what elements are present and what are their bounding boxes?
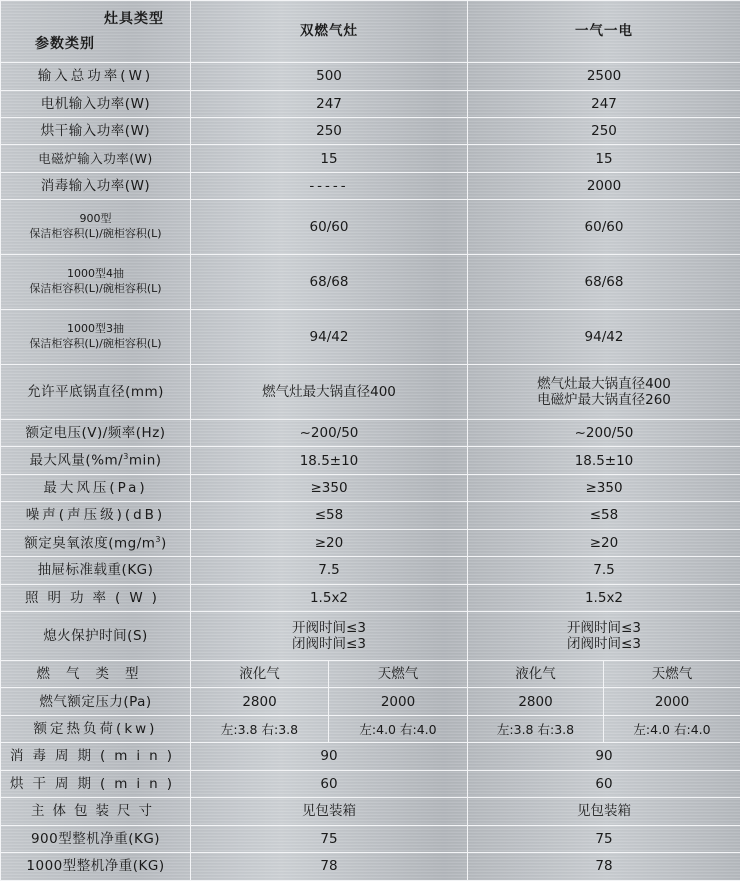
- table-row: [1, 661, 740, 688]
- row-label-text: 额定臭氧浓度(mg/m: [24, 535, 156, 552]
- table-row: [1, 63, 740, 90]
- row-value: ≥20: [468, 529, 740, 556]
- row-value: 78: [191, 853, 468, 881]
- row-value: ≤58: [468, 502, 740, 529]
- row-label: 电磁炉输入功率(W): [1, 145, 191, 172]
- row-value: 液化气: [468, 661, 604, 688]
- row-value: 75: [468, 825, 740, 852]
- row-value: 247: [468, 90, 740, 117]
- row-value-line: 闭阀时间≤3: [567, 636, 641, 653]
- row-value: 2500: [468, 63, 740, 90]
- row-value: 60: [468, 770, 740, 797]
- table-row: [1, 310, 740, 365]
- row-label-text: ): [161, 535, 167, 552]
- row-label: 抽屉标准载重(KG): [1, 557, 191, 584]
- table-row: [1, 743, 740, 770]
- row-value: 68/68: [191, 255, 468, 310]
- header-row: [1, 1, 740, 63]
- row-label: 燃气类型: [1, 661, 191, 688]
- header-stove-type: 灶具类型: [104, 11, 164, 27]
- row-value: [468, 612, 740, 661]
- row-label: 燃气额定压力(Pa): [1, 688, 191, 715]
- row-value: 左:3.8 右:3.8: [191, 715, 329, 742]
- row-value: 500: [191, 63, 468, 90]
- header-corner: [1, 1, 191, 63]
- row-value: 250: [468, 117, 740, 144]
- row-label: [1, 310, 191, 365]
- row-value: ~200/50: [468, 420, 740, 447]
- header-gas-electric: 一气一电: [468, 1, 740, 63]
- row-value: 18.5±10: [191, 447, 468, 474]
- row-label: 消毒周期(min): [1, 743, 191, 770]
- row-value: 7.5: [468, 557, 740, 584]
- row-label: [1, 200, 191, 255]
- row-value: 2000: [329, 688, 468, 715]
- row-value: 78: [468, 853, 740, 881]
- table-row: [1, 688, 740, 715]
- row-value: 250: [191, 117, 468, 144]
- row-value: 见包装箱: [191, 798, 468, 825]
- table-row: [1, 474, 740, 501]
- row-label-superscript: 3: [123, 452, 129, 462]
- header-dual-gas: 双燃气灶: [191, 1, 468, 63]
- row-value: 液化气: [191, 661, 329, 688]
- table-row: [1, 715, 740, 742]
- row-label-line: 保洁柜容积(L)/碗柜容积(L): [29, 337, 162, 351]
- row-label: 额定热负荷(kw): [1, 715, 191, 742]
- row-label: [1, 447, 191, 474]
- row-value: 60/60: [468, 200, 740, 255]
- row-label: 烘干周期(min): [1, 770, 191, 797]
- row-value-line: 开阀时间≤3: [292, 619, 366, 636]
- row-value: ≥350: [468, 474, 740, 501]
- row-value: 左:3.8 右:3.8: [468, 715, 604, 742]
- row-value: 天燃气: [604, 661, 740, 688]
- row-value: [468, 365, 740, 420]
- row-value: 60/60: [191, 200, 468, 255]
- row-value: 15: [191, 145, 468, 172]
- row-value: ≤58: [191, 502, 468, 529]
- row-value: 天燃气: [329, 661, 468, 688]
- table-row: [1, 145, 740, 172]
- row-label: 熄火保护时间(S): [1, 612, 191, 661]
- table-row: [1, 825, 740, 852]
- row-value: 75: [191, 825, 468, 852]
- row-label-line: 1000型4抽: [67, 267, 124, 281]
- row-value: 1.5x2: [468, 584, 740, 611]
- row-label: 允许平底锅直径(mm): [1, 365, 191, 420]
- row-value: 68/68: [468, 255, 740, 310]
- row-label: 主体包装尺寸: [1, 798, 191, 825]
- row-label-text: 最大风量(%m/: [29, 452, 124, 469]
- table-row: [1, 200, 740, 255]
- row-value: 1.5x2: [191, 584, 468, 611]
- row-value: 2000: [468, 172, 740, 199]
- table-row: [1, 612, 740, 661]
- table-row: [1, 502, 740, 529]
- row-label: [1, 529, 191, 556]
- row-label: 照明功率(W): [1, 584, 191, 611]
- row-value: 94/42: [191, 310, 468, 365]
- table-row: [1, 90, 740, 117]
- table-row: [1, 584, 740, 611]
- row-value: 18.5±10: [468, 447, 740, 474]
- row-value: ≥20: [191, 529, 468, 556]
- row-label-line: 保洁柜容积(L)/碗柜容积(L): [29, 282, 162, 296]
- row-label: 消毒输入功率(W): [1, 172, 191, 199]
- row-value-line: 闭阀时间≤3: [292, 636, 366, 653]
- table-row: [1, 447, 740, 474]
- row-label-line: 保洁柜容积(L)/碗柜容积(L): [29, 227, 162, 241]
- row-value-line: 燃气灶最大锅直径400: [537, 375, 671, 392]
- row-label: 噪声(声压级)(dB): [1, 502, 191, 529]
- row-label: 电机输入功率(W): [1, 90, 191, 117]
- row-value: 2800: [468, 688, 604, 715]
- row-label: 最大风压(Pa): [1, 474, 191, 501]
- row-value: 2800: [191, 688, 329, 715]
- row-value: 94/42: [468, 310, 740, 365]
- row-label: 输入总功率(W): [1, 63, 191, 90]
- row-label: 烘干输入功率(W): [1, 117, 191, 144]
- row-value: 见包装箱: [468, 798, 740, 825]
- table-row: [1, 770, 740, 797]
- row-value: 燃气灶最大锅直径400: [191, 365, 468, 420]
- row-value: 2000: [604, 688, 740, 715]
- row-value: ~200/50: [191, 420, 468, 447]
- row-value-line: 电磁炉最大锅直径260: [537, 392, 671, 409]
- table-row: [1, 557, 740, 584]
- row-value: 90: [191, 743, 468, 770]
- row-value: 90: [468, 743, 740, 770]
- row-label-line: 1000型3抽: [67, 322, 124, 336]
- row-label-text: min): [128, 452, 162, 469]
- header-param-category: 参数类别: [35, 36, 95, 53]
- row-value: 247: [191, 90, 468, 117]
- row-label-line: 900型: [79, 212, 112, 226]
- row-value: 左:4.0 右:4.0: [604, 715, 740, 742]
- row-value: -----: [191, 172, 468, 199]
- row-value: 60: [191, 770, 468, 797]
- row-value-line: 开阀时间≤3: [567, 619, 641, 636]
- row-value: 7.5: [191, 557, 468, 584]
- row-value: [191, 612, 468, 661]
- row-label-superscript: 3: [155, 534, 161, 544]
- row-value: 左:4.0 右:4.0: [329, 715, 468, 742]
- row-value: 15: [468, 145, 740, 172]
- row-label: 额定电压(V)/频率(Hz): [1, 420, 191, 447]
- row-label: [1, 255, 191, 310]
- row-value: ≥350: [191, 474, 468, 501]
- row-label: 900型整机净重(KG): [1, 825, 191, 852]
- table-row: [1, 172, 740, 199]
- row-label: 1000型整机净重(KG): [1, 853, 191, 881]
- table-row: [1, 255, 740, 310]
- table-row: [1, 798, 740, 825]
- table-row: [1, 365, 740, 420]
- table-row: [1, 117, 740, 144]
- table-row: [1, 420, 740, 447]
- table-row: [1, 529, 740, 556]
- table-row: [1, 853, 740, 881]
